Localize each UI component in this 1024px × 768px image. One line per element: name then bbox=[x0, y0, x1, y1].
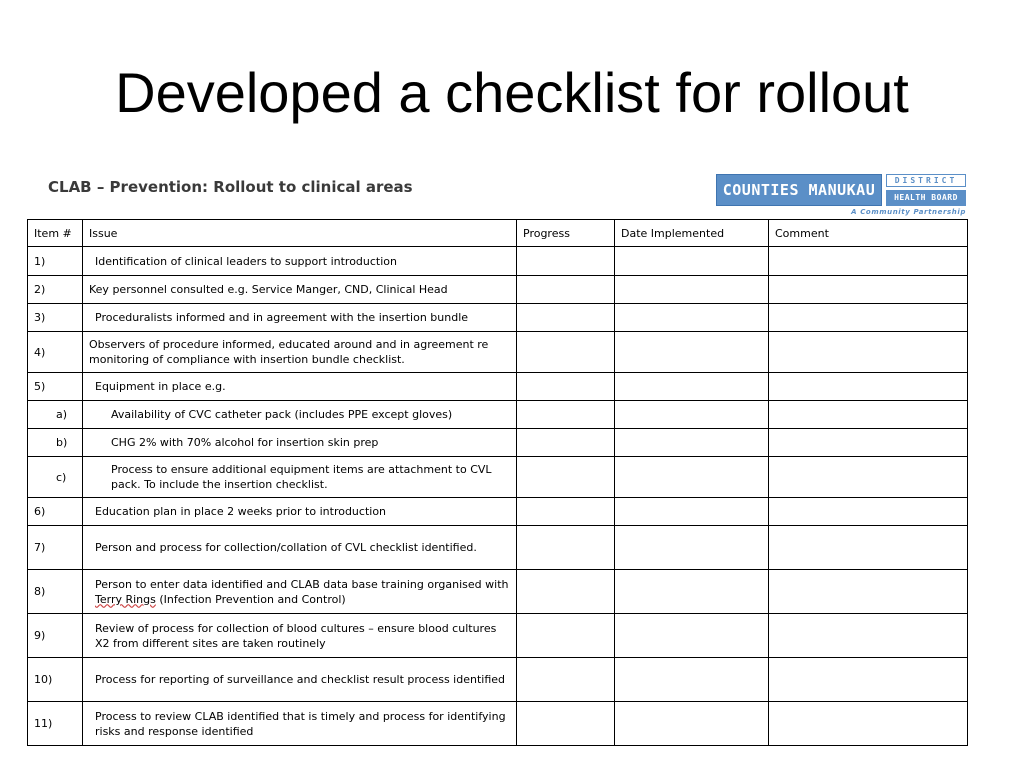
table-row bbox=[28, 526, 968, 570]
table-row bbox=[28, 429, 968, 457]
date-implemented-cell[interactable] bbox=[615, 332, 769, 373]
comment-cell[interactable] bbox=[769, 614, 968, 658]
table-row bbox=[28, 658, 968, 702]
progress-cell[interactable] bbox=[517, 429, 615, 457]
comment-cell[interactable] bbox=[769, 498, 968, 526]
row-number: 2) bbox=[28, 276, 83, 304]
table-row bbox=[28, 457, 968, 498]
comment-cell[interactable] bbox=[769, 373, 968, 401]
progress-cell[interactable] bbox=[517, 526, 615, 570]
comment-cell[interactable] bbox=[769, 658, 968, 702]
row-issue: Person and process for collection/collation of CVL checklist identified. bbox=[83, 526, 517, 570]
comment-cell[interactable] bbox=[769, 247, 968, 276]
progress-cell[interactable] bbox=[517, 498, 615, 526]
comment-cell[interactable] bbox=[769, 304, 968, 332]
row-number: 6) bbox=[28, 498, 83, 526]
date-implemented-cell[interactable] bbox=[615, 702, 769, 746]
progress-cell[interactable] bbox=[517, 401, 615, 429]
progress-cell[interactable] bbox=[517, 332, 615, 373]
row-number: b) bbox=[28, 429, 83, 457]
logo-tagline: A Community Partnership bbox=[851, 208, 966, 216]
row-number: 7) bbox=[28, 526, 83, 570]
logo-health-board-text: HEALTH BOARD bbox=[886, 190, 966, 206]
comment-cell[interactable] bbox=[769, 702, 968, 746]
row-issue: CHG 2% with 70% alcohol for insertion skin prep bbox=[83, 429, 517, 457]
comment-cell[interactable] bbox=[769, 570, 968, 614]
header-issue: Issue bbox=[83, 220, 517, 247]
date-implemented-cell[interactable] bbox=[615, 570, 769, 614]
date-implemented-cell[interactable] bbox=[615, 658, 769, 702]
header-comment: Comment bbox=[769, 220, 968, 247]
date-implemented-cell[interactable] bbox=[615, 429, 769, 457]
row-number: c) bbox=[28, 457, 83, 498]
row-issue: Proceduralists informed and in agreement with the insertion bundle bbox=[83, 304, 517, 332]
row-issue: Education plan in place 2 weeks prior to introduction bbox=[83, 498, 517, 526]
date-implemented-cell[interactable] bbox=[615, 457, 769, 498]
comment-cell[interactable] bbox=[769, 457, 968, 498]
row-number: 10) bbox=[28, 658, 83, 702]
progress-cell[interactable] bbox=[517, 247, 615, 276]
issue-text-start: Person to enter data identified and CLAB data base training organised with bbox=[95, 577, 509, 591]
row-number: 4) bbox=[28, 332, 83, 373]
row-number: 11) bbox=[28, 702, 83, 746]
progress-cell[interactable] bbox=[517, 658, 615, 702]
date-implemented-cell[interactable] bbox=[615, 498, 769, 526]
logo-district-text: DISTRICT bbox=[886, 174, 966, 187]
table-row bbox=[28, 614, 968, 658]
rollout-checklist-table bbox=[27, 219, 968, 746]
document-heading: CLAB – Prevention: Rollout to clinical areas bbox=[48, 178, 413, 196]
row-number: 9) bbox=[28, 614, 83, 658]
date-implemented-cell[interactable] bbox=[615, 401, 769, 429]
row-issue: Equipment in place e.g. bbox=[83, 373, 517, 401]
date-implemented-cell[interactable] bbox=[615, 276, 769, 304]
table-row bbox=[28, 276, 968, 304]
table-header-row bbox=[28, 220, 968, 247]
table-row bbox=[28, 702, 968, 746]
row-issue: Availability of CVC catheter pack (includes PPE except gloves) bbox=[83, 401, 517, 429]
row-issue: Key personnel consulted e.g. Service Manger, CND, Clinical Head bbox=[83, 276, 517, 304]
table-row bbox=[28, 401, 968, 429]
table-row bbox=[28, 498, 968, 526]
comment-cell[interactable] bbox=[769, 526, 968, 570]
counties-manukau-logo bbox=[716, 172, 966, 218]
row-issue: Process for reporting of surveillance and checklist result process identified bbox=[83, 658, 517, 702]
date-implemented-cell[interactable] bbox=[615, 614, 769, 658]
date-implemented-cell[interactable] bbox=[615, 247, 769, 276]
row-issue: Observers of procedure informed, educated around and in agreement re monitoring of compliance with insertion bundle checklist. bbox=[83, 332, 517, 373]
comment-cell[interactable] bbox=[769, 276, 968, 304]
header-item-number: Item # bbox=[28, 220, 83, 247]
progress-cell[interactable] bbox=[517, 614, 615, 658]
comment-cell[interactable] bbox=[769, 401, 968, 429]
table-row bbox=[28, 332, 968, 373]
date-implemented-cell[interactable] bbox=[615, 526, 769, 570]
row-number: 3) bbox=[28, 304, 83, 332]
table-row bbox=[28, 247, 968, 276]
row-number: 8) bbox=[28, 570, 83, 614]
logo-main-text: COUNTIES MANUKAU bbox=[716, 174, 882, 206]
comment-cell[interactable] bbox=[769, 429, 968, 457]
slide-title: Developed a checklist for rollout bbox=[115, 61, 909, 124]
date-implemented-cell[interactable] bbox=[615, 304, 769, 332]
header-progress: Progress bbox=[517, 220, 615, 247]
table-row bbox=[28, 570, 968, 614]
row-number: 5) bbox=[28, 373, 83, 401]
row-issue: Process to ensure additional equipment items are attachment to CVL pack. To include the insertion checklist. bbox=[83, 457, 517, 498]
progress-cell[interactable] bbox=[517, 570, 615, 614]
table-row bbox=[28, 373, 968, 401]
progress-cell[interactable] bbox=[517, 304, 615, 332]
progress-cell[interactable] bbox=[517, 457, 615, 498]
header-date-implemented: Date Implemented bbox=[615, 220, 769, 247]
row-number: a) bbox=[28, 401, 83, 429]
date-implemented-cell[interactable] bbox=[615, 373, 769, 401]
row-issue bbox=[83, 570, 517, 614]
row-issue: Identification of clinical leaders to support introduction bbox=[83, 247, 517, 276]
progress-cell[interactable] bbox=[517, 373, 615, 401]
comment-cell[interactable] bbox=[769, 332, 968, 373]
table-row bbox=[28, 304, 968, 332]
issue-text-end: (Infection Prevention and Control) bbox=[155, 592, 346, 606]
person-name: Terry Rings bbox=[95, 592, 156, 606]
row-issue: Process to review CLAB identified that is timely and process for identifying risks and response identified bbox=[83, 702, 517, 746]
progress-cell[interactable] bbox=[517, 276, 615, 304]
row-issue: Review of process for collection of blood cultures – ensure blood cultures X2 from different sites are taken routinely bbox=[83, 614, 517, 658]
row-number: 1) bbox=[28, 247, 83, 276]
progress-cell[interactable] bbox=[517, 702, 615, 746]
